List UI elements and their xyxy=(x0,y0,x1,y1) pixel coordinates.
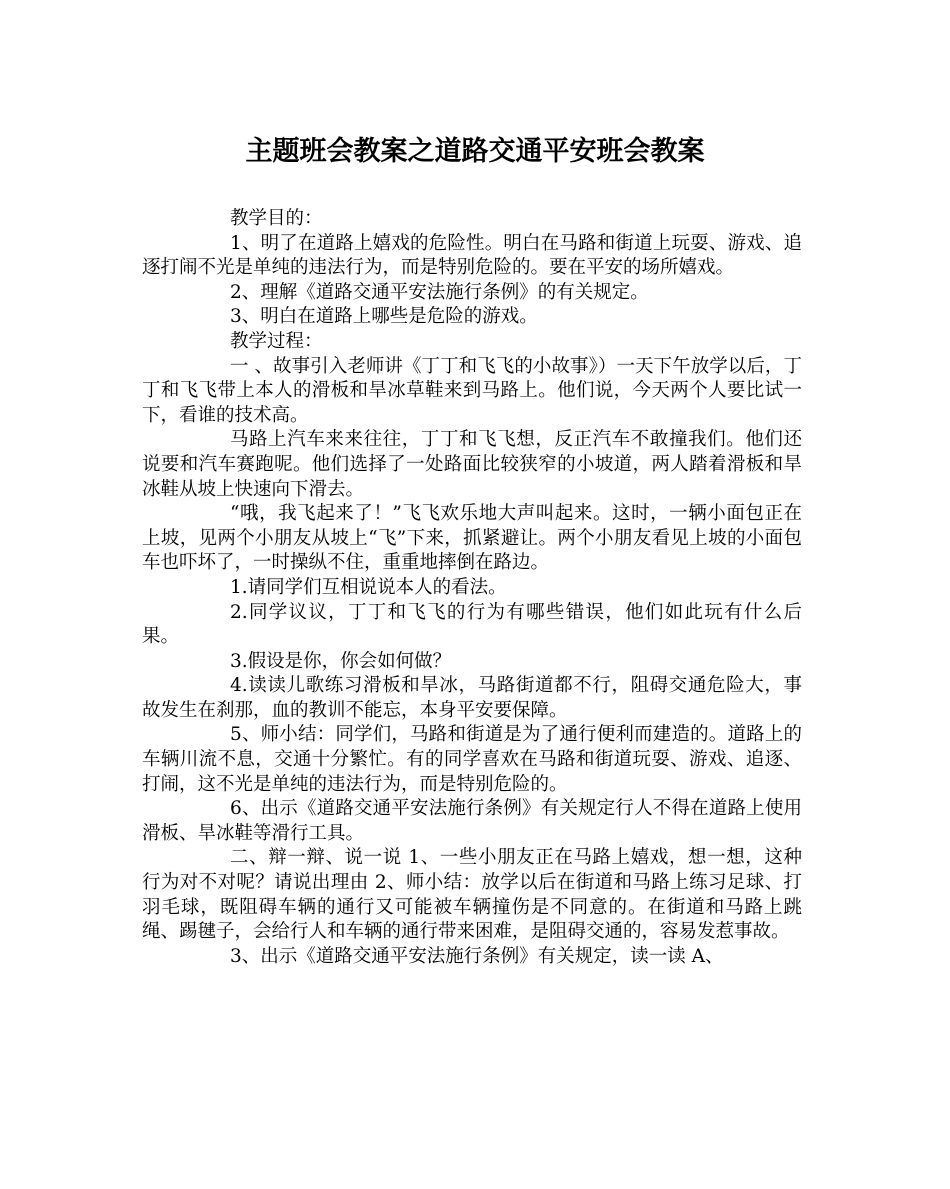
paragraph-question-1: 1.请同学们互相说说本人的看法。 xyxy=(230,576,507,598)
paragraph-question-3: 3.假设是你，你会如何做？ xyxy=(230,650,452,672)
paragraph-story-accident: “哦，我飞起来了！”飞飞欢乐地大声叫起来。这时，一辆小面包正在上坡，见两个小朋友从坡上“飞”下来，抓紧避让。两个小朋友看见上坡的小面包车也吓坏了，一时操纵不住，重重地摔倒在路边。 xyxy=(142,503,802,574)
paragraph-objective-3: 3、明白在道路上哪些是危险的游戏。 xyxy=(230,306,538,328)
paragraph-question-2: 2.同学议议，丁丁和飞飞的行为有哪些错误，他们如此玩有什么后果。 xyxy=(142,601,802,648)
document-body xyxy=(142,207,802,969)
paragraph-regulation-2: 3、出示《道路交通平安法施行条例》有关规定，读一读 A、 xyxy=(230,945,724,967)
paragraph-objective-heading: 教学目的： xyxy=(230,208,323,229)
paragraph-story-intro: 一 、故事引入老师讲《丁丁和飞飞的小故事》）一天下午放学以后，丁丁和飞飞带上本人的滑板和旱冰草鞋来到马路上。他们说，今天两个人要比试一下，看谁的技术高。 xyxy=(142,355,802,426)
paragraph-regulation-1: 6、出示《道路交通平安法施行条例》有关规定行人不得在道路上使用滑板、旱冰鞋等滑行工具。 xyxy=(142,798,802,844)
document-title: 主题班会教案之道路交通平安班会教案 xyxy=(245,136,705,167)
paragraph-summary: 5、师小结：同学们，马路和街道是为了通行便利而建造的。道路上的车辆川流不息，交通十分繁忙。有的同学喜欢在马路和街道玩耍、游戏、追逐、打闹，这不光是单纯的违法行为，而是特别危险的。 xyxy=(142,724,802,795)
paragraph-discussion: 二、辩一辩、说一说 1、一些小朋友正在马路上嬉戏，想一想，这种行为对不对呢？请说出理由 2、师小结：放学以后在街道和马路上练习足球、打羽毛球，既阻碍车辆的通行又可能被车辆撞伤是不同意的。在街道和马路上跳绳、踢毽子，会给行人和车辆的通行带来困难，是阻碍交通的，容易发惹事故。 xyxy=(142,847,802,943)
paragraph-nursery-rhyme: 4.读读儿歌练习滑板和旱冰，马路街道都不行，阻碍交通危险大，事故发生在刹那，血的教训不能忘，本身平安要保障。 xyxy=(142,675,802,721)
paragraph-story-road: 马路上汽车来来往往，丁丁和飞飞想，反正汽车不敢撞我们。他们还说要和汽车赛跑呢。他们选择了一处路面比较狭窄的小坡道，两人踏着滑板和旱冰鞋从坡上快速向下滑去。 xyxy=(142,429,802,500)
paragraph-process-heading: 教学过程： xyxy=(230,330,323,352)
paragraph-objective-2: 2、理解《道路交通平安法施行条例》的有关规定。 xyxy=(230,281,649,303)
paragraph-objective-1: 1、明了在道路上嬉戏的危险性。明白在马路和街道上玩耍、游戏、追逐打闹不光是单纯的违法行为，而是特别危险的。要在平安的场所嬉戏。 xyxy=(142,232,802,279)
